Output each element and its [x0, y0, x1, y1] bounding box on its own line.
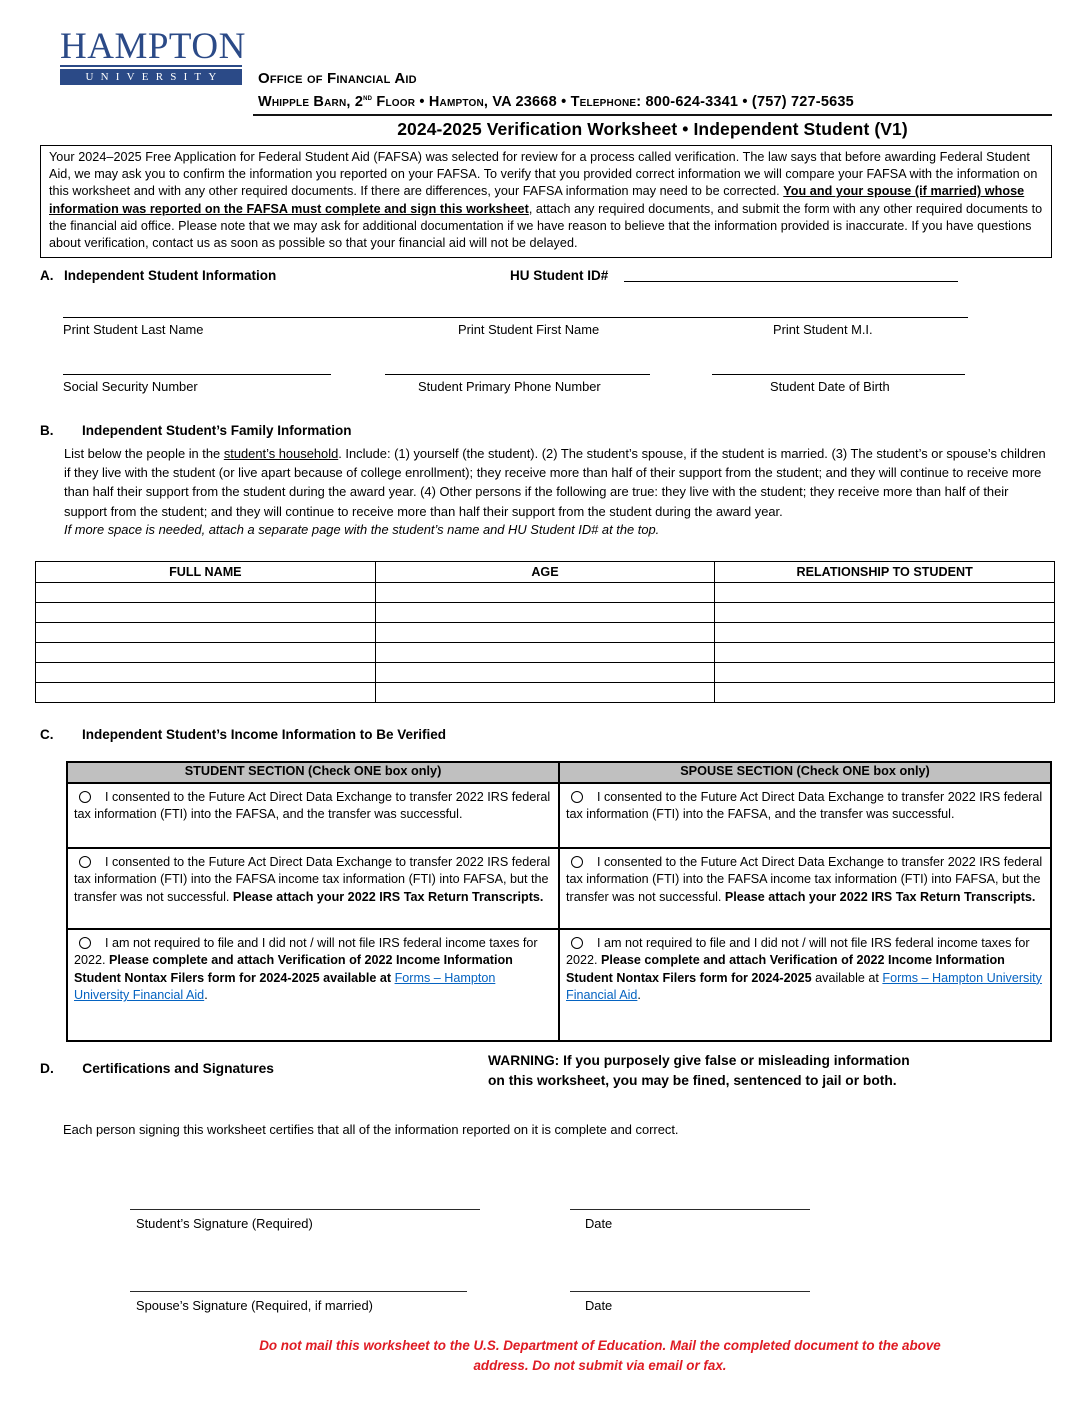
family-table-row [36, 603, 1055, 623]
student-signature-line[interactable] [130, 1196, 480, 1210]
relationship-cell[interactable] [715, 583, 1055, 603]
student-signature-date-line[interactable] [570, 1196, 810, 1210]
student-section-header: STUDENT SECTION (Check ONE box only) [67, 762, 559, 783]
age-header: AGE [375, 562, 715, 583]
logo-wordmark: HAMPTON [60, 26, 246, 67]
student-signature-label: Student’s Signature (Required) [136, 1216, 313, 1231]
office-address: Whipple Barn, 2nd Floor • Hampton, VA 23668 • Telephone: 800-624-3341 • (757) 727-5635 [258, 92, 854, 110]
section-a-letter: A. [40, 268, 54, 283]
ssn-field-line[interactable] [63, 360, 331, 375]
first-name-label: Print Student First Name [458, 322, 600, 337]
spouse-signature-date-line[interactable] [570, 1278, 810, 1292]
income-option-row-2 [67, 848, 1051, 929]
section-c-title: Independent Student’s Income Information to Be Verified [81, 727, 446, 742]
student-option-2: I consented to the Future Act Direct Data Exchange to transfer 2022 IRS federal tax information (FTI) into the FAFSA income tax information (FTI) into FAFSA, but the transfer was not successful. Please attach your 2022 IRS Tax Return Transcripts. [67, 848, 559, 929]
age-cell[interactable] [375, 683, 715, 703]
hampton-university-logo [60, 26, 246, 85]
family-table-row [36, 583, 1055, 603]
checkbox-circle-icon[interactable] [571, 791, 583, 803]
income-verification-table [66, 761, 1052, 1042]
student-option-1: I consented to the Future Act Direct Data Exchange to transfer 2022 IRS federal tax information (FTI) into the FAFSA, and the transfer was successful. [67, 783, 559, 848]
section-b [40, 422, 1056, 537]
intro-text-bold-underline: You and your spouse (if married) whose information was reported on the FAFSA must complete and sign this worksheet [49, 184, 1025, 216]
middle-initial-label: Print Student M.I. [773, 322, 873, 337]
section-d-header [40, 1060, 274, 1078]
section-b-letter: B. [40, 423, 54, 438]
family-table-header-row [36, 562, 1055, 583]
student-name-field-line[interactable] [63, 304, 968, 318]
ssn-field-group [63, 360, 331, 394]
dob-field-line[interactable] [712, 360, 965, 375]
section-a-title: Independent Student Information [64, 268, 277, 283]
spouse-option-3: I am not required to file and I did not / will not file IRS federal income taxes for 2022. Please complete and attach Verification of 2022 Income Information Student Nontax Filers form for 2024-2025 available at Forms – Hampton University Financial Aid. [559, 929, 1051, 1041]
intro-paragraph [40, 145, 1052, 258]
logo-university-bar: UNIVERSITY [60, 69, 242, 85]
checkbox-circle-icon[interactable] [571, 937, 583, 949]
student-name-labels [63, 318, 968, 337]
income-table-header-row [67, 762, 1051, 783]
full-name-cell[interactable] [36, 663, 376, 683]
warning-text: WARNING: If you purposely give false or misleading information on this worksheet, you may be fined, sentenced to jail or both. [488, 1053, 910, 1088]
dob-field-group [712, 360, 965, 394]
spouse-option-1: I consented to the Future Act Direct Data Exchange to transfer 2022 IRS federal tax information (FTI) into the FAFSA, and the transfer was successful. [559, 783, 1051, 848]
family-table-row [36, 663, 1055, 683]
relationship-cell[interactable] [715, 683, 1055, 703]
section-c-letter: C. [40, 727, 54, 742]
relationship-header: RELATIONSHIP TO STUDENT [715, 562, 1055, 583]
full-name-cell[interactable] [36, 603, 376, 623]
ordinal-suffix: nd [363, 92, 373, 102]
checkbox-circle-icon[interactable] [79, 937, 91, 949]
full-name-cell[interactable] [36, 623, 376, 643]
section-b-instructions: List below the people in the student’s household. Include: (1) yourself (the student). (2) The student’s spouse, if the student is married. (3) The student’s or spouse’s children if they live with the student (or live apart because of college enrollment); they receive more than half of their support from the student; and they will continue to receive more than half their support from the student during the award year. (4) Other persons if the following are true: they live with the student; they receive more than half of their support from the student; and they will continue to receive more than half their support from the student during the award year. [64, 446, 1046, 519]
age-cell[interactable] [375, 643, 715, 663]
student-date-label: Date [585, 1216, 613, 1231]
intro-text-2: , attach any required documents, and submit the form with any other required documents to the financial aid office. Please note that we may ask for additional documentation if we have reason to believe that the information provided is inaccurate. If you have questions about verification, contact us as soon as possible so that your financial aid will not be delayed. [49, 201, 1043, 251]
spouse-signature-label: Spouse’s Signature (Required, if married) [136, 1298, 373, 1313]
certification-statement: Each person signing this worksheet certifies that all of the information reported on it is complete and correct. [63, 1122, 679, 1137]
phone-field-group [385, 360, 650, 394]
section-d-title: Certifications and Signatures [82, 1061, 274, 1076]
dob-label: Student Date of Birth [770, 379, 890, 394]
section-b-header [40, 422, 1056, 440]
relationship-cell[interactable] [715, 643, 1055, 663]
forms-financial-aid-link[interactable]: Forms – Hampton University Financial Aid [74, 970, 496, 1003]
intro-text-1: Your 2024–2025 Free Application for Federal Student Aid (FAFSA) was selected for review for a process called verification. The law says that before awarding Federal Student Aid, we may ask you to confirm the information you reported on your FAFSA. To verify that you provided correct information we will compare your FAFSA with the information on this worksheet and with any other required documents. If there are differences, your FAFSA information may need to be corrected. [49, 150, 1038, 199]
family-members-table [35, 561, 1055, 703]
section-a-header [40, 268, 1052, 286]
income-option-row-1 [67, 783, 1051, 848]
checkbox-circle-icon[interactable] [571, 856, 583, 868]
do-not-mail-notice: Do not mail this worksheet to the U.S. Department of Education. Mail the completed document to the above address. Do not submit via email or fax. [259, 1338, 941, 1373]
age-cell[interactable] [375, 623, 715, 643]
relationship-cell[interactable] [715, 603, 1055, 623]
full-name-cell[interactable] [36, 643, 376, 663]
family-table-row [36, 683, 1055, 703]
household-underline: student’s household [223, 446, 339, 461]
section-c-header [40, 726, 1052, 744]
phone-label: Student Primary Phone Number [418, 379, 601, 394]
checkbox-circle-icon[interactable] [79, 856, 91, 868]
age-cell[interactable] [375, 663, 715, 683]
last-name-label: Print Student Last Name [63, 322, 204, 337]
student-name-fields [63, 304, 968, 337]
document-title: 2024-2025 Verification Worksheet • Independent Student (V1) [397, 119, 908, 139]
spouse-signature-line[interactable] [130, 1278, 467, 1292]
income-option-row-3 [67, 929, 1051, 1041]
relationship-cell[interactable] [715, 623, 1055, 643]
student-option-3: I am not required to file and I did not / will not file IRS federal income taxes for 2022. Please complete and attach Verification of 2022 Income Information Student Nontax Filers form for 2024-2025 available at Forms – Hampton University Financial Aid. [67, 929, 559, 1041]
section-b-note: If more space is needed, attach a separate page with the student’s name and HU Student ID# at the top. [64, 521, 660, 537]
header-divider [253, 114, 1052, 116]
age-cell[interactable] [375, 583, 715, 603]
age-cell[interactable] [375, 603, 715, 623]
section-d-letter: D. [40, 1061, 54, 1076]
family-table-row [36, 623, 1055, 643]
ssn-label: Social Security Number [63, 379, 198, 394]
relationship-cell[interactable] [715, 663, 1055, 683]
spouse-option-2: I consented to the Future Act Direct Data Exchange to transfer 2022 IRS federal tax information (FTI) into the FAFSA income tax information (FTI) into FAFSA, but the transfer was not successful. Please attach your 2022 IRS Tax Return Transcripts. [559, 848, 1051, 929]
forms-financial-aid-link[interactable]: Forms – Hampton University Financial Aid [566, 970, 1042, 1003]
spouse-section-header: SPOUSE SECTION (Check ONE box only) [559, 762, 1051, 783]
full-name-header: FULL NAME [36, 562, 376, 583]
hu-student-id-label: HU Student ID# [510, 268, 609, 283]
phone-field-line[interactable] [385, 360, 650, 375]
checkbox-circle-icon[interactable] [79, 791, 91, 803]
full-name-cell[interactable] [36, 683, 376, 703]
section-b-title: Independent Student’s Family Information [81, 423, 352, 438]
family-table-row [36, 643, 1055, 663]
full-name-cell[interactable] [36, 583, 376, 603]
office-name: Office of Financial Aid [258, 70, 417, 87]
hu-student-id-field[interactable] [624, 267, 958, 282]
spouse-date-label: Date [585, 1298, 613, 1313]
